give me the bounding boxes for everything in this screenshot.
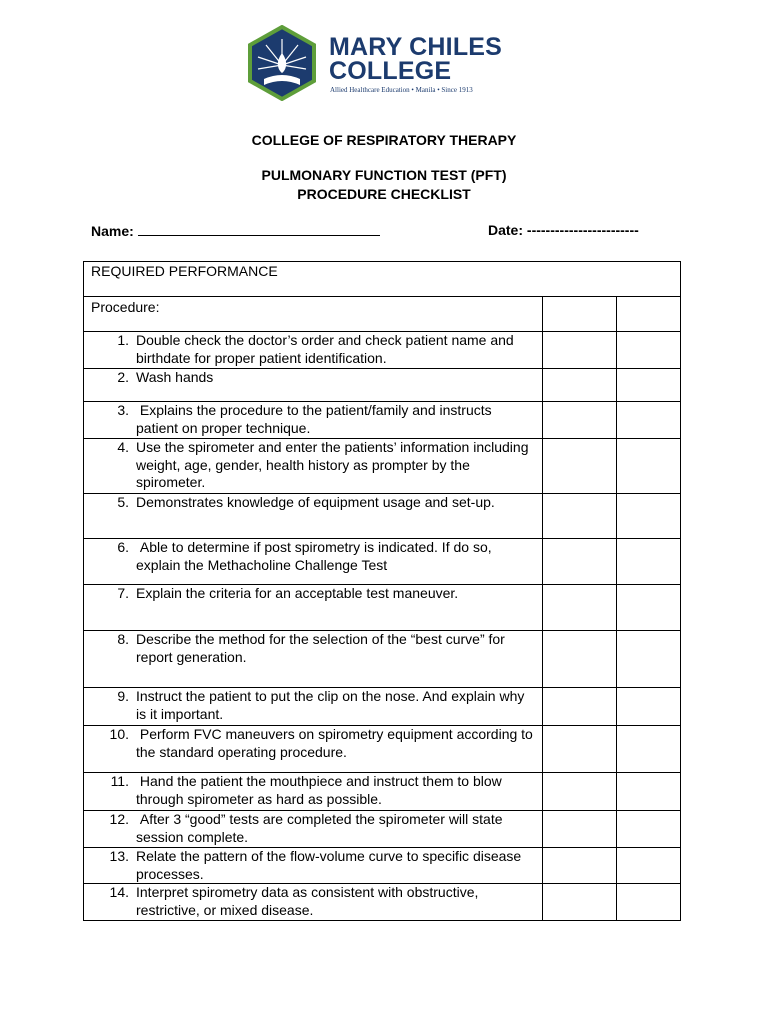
table-row xyxy=(84,494,681,539)
item-text: Explains the procedure to the patient/family and instructs patient on proper technique. xyxy=(136,402,496,436)
item-text: Wash hands xyxy=(136,369,214,385)
check-cell[interactable] xyxy=(543,402,617,439)
college-tagline: Allied Healthcare Education • Manila • Since 1913 xyxy=(330,86,473,94)
item-text: Use the spirometer and enter the patients’ information including weight, age, gender, health history as prompter by the spirometer. xyxy=(136,439,533,490)
remarks-cell[interactable] xyxy=(617,332,681,369)
remarks-cell[interactable] xyxy=(617,811,681,848)
remarks-cell[interactable] xyxy=(617,585,681,631)
remarks-cell[interactable] xyxy=(617,494,681,539)
required-performance-header: REQUIRED PERFORMANCE xyxy=(84,262,681,297)
procedure-item-cell xyxy=(84,539,543,585)
date-dashes: ------------------------ xyxy=(526,222,639,238)
remarks-cell[interactable] xyxy=(617,402,681,439)
check-cell[interactable] xyxy=(543,811,617,848)
item-number: 7. xyxy=(117,585,129,601)
item-number: 13. xyxy=(109,848,129,864)
item-text: Describe the method for the selection of the “best curve” for report generation. xyxy=(136,631,509,665)
list-item xyxy=(91,439,536,492)
table-row xyxy=(84,631,681,688)
list-item xyxy=(91,884,536,919)
check-cell[interactable] xyxy=(543,332,617,369)
procedure-item-cell xyxy=(84,402,543,439)
table-row xyxy=(84,439,681,494)
procedure-item-cell xyxy=(84,494,543,539)
item-number: 1. xyxy=(117,332,129,348)
check-cell[interactable] xyxy=(543,726,617,773)
remarks-cell[interactable] xyxy=(617,439,681,494)
list-item xyxy=(91,494,536,512)
remarks-cell[interactable] xyxy=(617,369,681,402)
item-number: 10. xyxy=(109,726,129,742)
item-text: Able to determine if post spirometry is indicated. If do so, explain the Methacholine Challenge Test xyxy=(136,539,496,573)
list-item xyxy=(91,369,536,387)
check-cell[interactable] xyxy=(543,848,617,884)
name-blank-line[interactable] xyxy=(138,222,380,236)
name-field[interactable] xyxy=(91,222,380,239)
table-header-row xyxy=(84,262,681,297)
item-text: Demonstrates knowledge of equipment usage and set-up. xyxy=(136,494,495,510)
list-item xyxy=(91,726,536,761)
item-number: 12. xyxy=(109,811,129,827)
date-field[interactable] xyxy=(488,222,639,238)
item-number: 6. xyxy=(117,539,129,555)
table-row xyxy=(84,884,681,921)
name-label: Name: xyxy=(91,223,134,239)
remarks-cell[interactable] xyxy=(617,848,681,884)
procedure-item-cell xyxy=(84,848,543,884)
list-item xyxy=(91,402,536,437)
table-row xyxy=(84,811,681,848)
remarks-cell[interactable] xyxy=(617,688,681,726)
list-item xyxy=(91,585,536,603)
procedure-item-cell xyxy=(84,439,543,494)
check-cell[interactable] xyxy=(543,884,617,921)
check-cell[interactable] xyxy=(543,773,617,811)
check-cell[interactable] xyxy=(543,539,617,585)
item-text: After 3 “good” tests are completed the spirometer will state session complete. xyxy=(136,811,507,845)
check-cell[interactable] xyxy=(543,688,617,726)
procedure-item-cell xyxy=(84,332,543,369)
item-number: 8. xyxy=(117,631,129,647)
item-text: Hand the patient the mouthpiece and instruct them to blow through spirometer as hard as possible. xyxy=(136,773,506,807)
college-name-line2: COLLEGE xyxy=(329,57,452,85)
item-text: Double check the doctor’s order and check patient name and birthdate for proper patient identification. xyxy=(136,332,518,366)
procedure-section-label: Procedure: xyxy=(84,297,543,332)
check-cell[interactable] xyxy=(543,439,617,494)
procedure-checklist-table xyxy=(83,261,681,921)
item-text: Perform FVC maneuvers on spirometry equipment according to the standard operating procedure. xyxy=(136,726,537,760)
check-cell[interactable] xyxy=(543,631,617,688)
check-cell[interactable] xyxy=(543,494,617,539)
table-row xyxy=(84,773,681,811)
remarks-cell[interactable] xyxy=(617,726,681,773)
remarks-cell[interactable] xyxy=(617,539,681,585)
item-number: 3. xyxy=(117,402,129,418)
check-cell[interactable] xyxy=(543,369,617,402)
remarks-cell[interactable] xyxy=(617,773,681,811)
table-row xyxy=(84,369,681,402)
item-text: Explain the criteria for an acceptable test maneuver. xyxy=(136,585,459,601)
item-text: Interpret spirometry data as consistent with obstructive, restrictive, or mixed disease. xyxy=(136,884,483,918)
college-logo xyxy=(246,25,536,101)
table-row xyxy=(84,688,681,726)
table-row xyxy=(84,848,681,884)
check-cell[interactable] xyxy=(543,297,617,332)
table-row xyxy=(84,402,681,439)
document-title-line1: PULMONARY FUNCTION TEST (PFT) xyxy=(261,167,507,183)
college-emblem-icon xyxy=(246,25,318,101)
procedure-item-cell xyxy=(84,585,543,631)
procedure-item-cell xyxy=(84,631,543,688)
college-name-line1: MARY CHILES xyxy=(329,33,503,61)
procedure-item-cell xyxy=(84,884,543,921)
table-row xyxy=(84,539,681,585)
item-number: 9. xyxy=(117,688,129,704)
college-heading: COLLEGE OF RESPIRATORY THERAPY xyxy=(251,132,517,148)
document-title-line2: PROCEDURE CHECKLIST xyxy=(297,186,471,202)
date-label: Date: xyxy=(488,222,524,238)
list-item xyxy=(91,332,536,367)
item-number: 14. xyxy=(109,884,129,900)
list-item xyxy=(91,539,536,574)
list-item xyxy=(91,848,536,883)
procedure-item-cell xyxy=(84,369,543,402)
check-cell[interactable] xyxy=(543,585,617,631)
procedure-item-cell xyxy=(84,773,543,811)
remarks-cell[interactable] xyxy=(617,884,681,921)
item-text: Instruct the patient to put the clip on the nose. And explain why is it important. xyxy=(136,688,529,722)
table-section-row xyxy=(84,297,681,332)
table-row xyxy=(84,585,681,631)
procedure-item-cell xyxy=(84,811,543,848)
item-number: 4. xyxy=(117,439,129,455)
list-item xyxy=(91,773,536,808)
table-row xyxy=(84,726,681,773)
list-item xyxy=(91,688,536,723)
remarks-cell[interactable] xyxy=(617,631,681,688)
item-number: 5. xyxy=(117,494,129,510)
table-row xyxy=(84,332,681,369)
list-item xyxy=(91,631,536,666)
item-number: 11. xyxy=(110,773,129,789)
list-item xyxy=(91,811,536,846)
procedure-item-cell xyxy=(84,726,543,773)
item-text: Relate the pattern of the flow-volume curve to specific disease processes. xyxy=(136,848,526,882)
item-number: 2. xyxy=(117,369,129,385)
remarks-cell[interactable] xyxy=(617,297,681,332)
procedure-item-cell xyxy=(84,688,543,726)
